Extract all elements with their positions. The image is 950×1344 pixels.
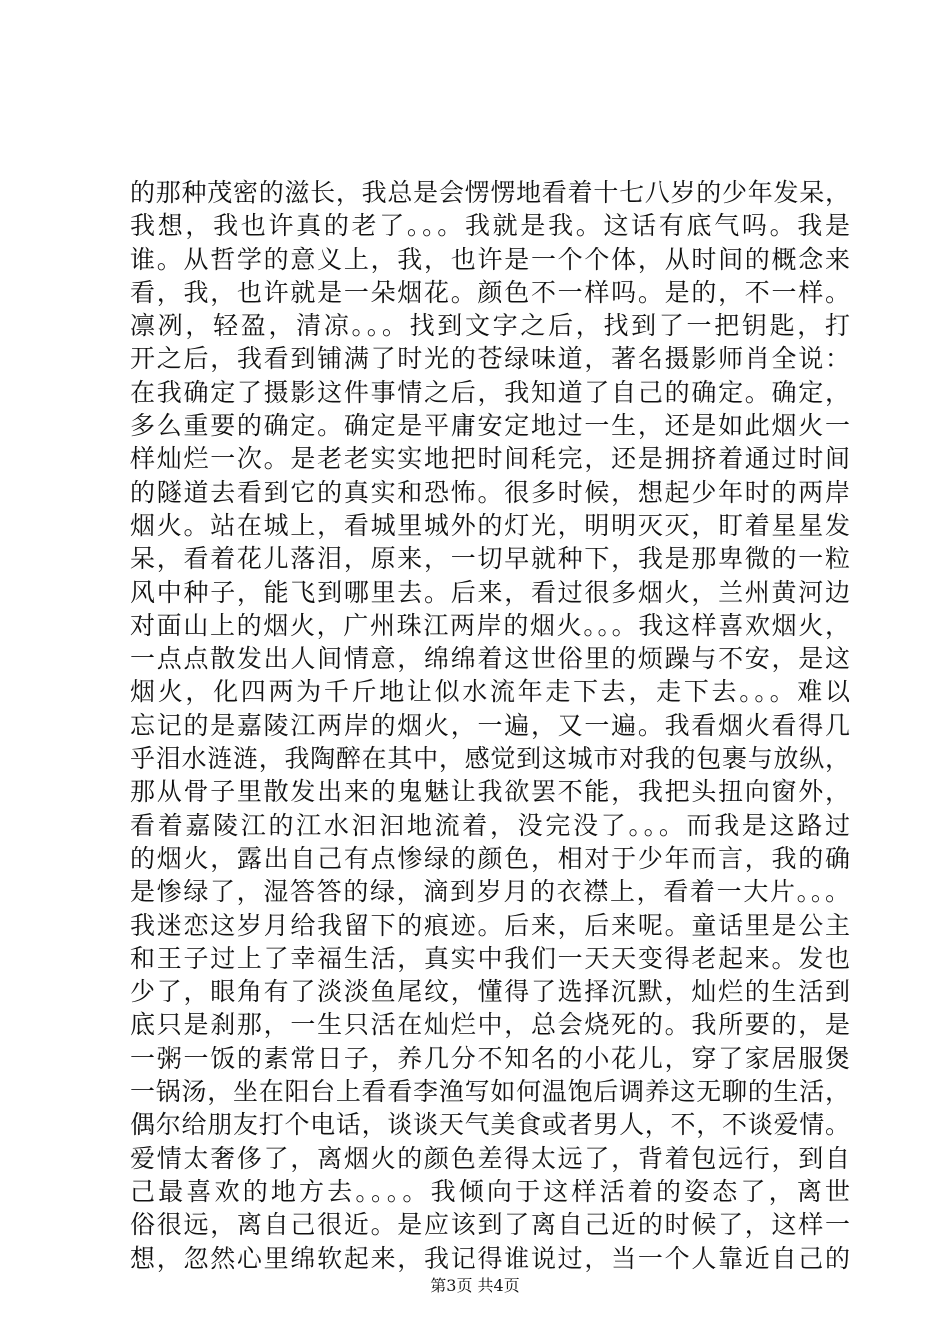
text-line: 底只是刹那，一生只活在灿烂中，总会烧死的。我所要的，是 (130, 1010, 850, 1040)
page-footer: 第3页 共4页 (430, 1276, 520, 1295)
body-text (130, 176, 850, 1275)
text-line: 爱情太奢侈了，离烟火的颜色差得太远了，背着包远行，到自 (130, 1143, 850, 1173)
text-line: 在我确定了摄影这件事情之后，我知道了自己的确定。确定， (130, 377, 850, 407)
text-line: 少了，眼角有了淡淡鱼尾纹，懂得了选择沉默，灿烂的生活到 (130, 977, 850, 1007)
text-line: 俗很远，离自己很近。是应该到了离自己近的时候了，这样一 (130, 1210, 850, 1240)
text-line: 的烟火，露出自己有点惨绿的颜色，相对于少年而言，我的确 (130, 843, 850, 873)
text-line: 那从骨子里散发出来的鬼魅让我欲罢不能，我把头扭向窗外， (130, 777, 850, 807)
text-line: 想，忽然心里绵软起来，我记得谁说过，当一个人靠近自己的 (130, 1243, 850, 1273)
text-line: 看，我，也许就是一朵烟花。颜色不一样吗。是的，不一样。 (130, 277, 850, 307)
text-line: 和王子过上了幸福生活，真实中我们一天天变得老起来。发也 (130, 943, 850, 973)
text-line: 看着嘉陵江的江水汩汩地流着，没完没了。。。而我是这路过 (130, 810, 850, 840)
text-line: 烟火，化四两为千斤地让似水流年走下去，走下去。。。难以 (130, 677, 850, 707)
text-line: 一锅汤，坐在阳台上看看李渔写如何温饱后调养这无聊的生活， (130, 1077, 850, 1107)
text-line: 烟火。站在城上，看城里城外的灯光，明明灭灭，盯着星星发 (130, 510, 850, 540)
text-line: 是惨绿了，湿答答的绿，滴到岁月的衣襟上，看着一大片。。。 (130, 877, 850, 907)
text-line: 一粥一饭的素常日子，养几分不知名的小花儿，穿了家居服煲 (130, 1043, 850, 1073)
text-line: 呆，看着花儿落泪，原来，一切早就种下，我是那卑微的一粒 (130, 544, 850, 574)
text-line: 乎泪水涟涟，我陶醉在其中，感觉到这城市对我的包裹与放纵， (130, 744, 850, 774)
text-line: 对面山上的烟火，广州珠江两岸的烟火。。。我这样喜欢烟火， (130, 610, 850, 640)
text-line: 忘记的是嘉陵江两岸的烟火，一遍，又一遍。我看烟火看得几 (130, 710, 850, 740)
text-line: 多么重要的确定。确定是平庸安定地过一生，还是如此烟火一 (130, 411, 850, 441)
text-line: 的隧道去看到它的真实和恐怖。很多时候，想起少年时的两岸 (130, 477, 850, 507)
text-line: 凛冽，轻盈，清凉。。。找到文字之后，找到了一把钥匙，打 (130, 311, 850, 341)
text-line: 己最喜欢的地方去。。。。我倾向于这样活着的姿态了，离世 (130, 1176, 850, 1206)
text-line: 我迷恋这岁月给我留下的痕迹。后来，后来呢。童话里是公主 (130, 910, 850, 940)
text-line: 风中种子，能飞到哪里去。后来，看过很多烟火，兰州黄河边 (130, 577, 850, 607)
text-line: 偶尔给朋友打个电话，谈谈天气美食或者男人，不，不谈爱情。 (130, 1110, 850, 1140)
text-line: 我想，我也许真的老了。。。我就是我。这话有底气吗。我是 (130, 211, 850, 241)
text-line: 谁。从哲学的意义上，我，也许是一个个体，从时间的概念来 (130, 244, 850, 274)
text-line: 的那种茂密的滋长，我总是会愣愣地看着十七八岁的少年发呆， (130, 178, 850, 207)
text-line: 样灿烂一次。是老老实实地把时间秏完，还是拥挤着通过时间 (130, 444, 850, 474)
text-line: 开之后，我看到铺满了时光的苍绿味道，著名摄影师肖全说： (130, 344, 850, 374)
text-line: 一点点散发出人间情意，绵绵着这世俗里的烦躁与不安，是这 (130, 644, 850, 674)
